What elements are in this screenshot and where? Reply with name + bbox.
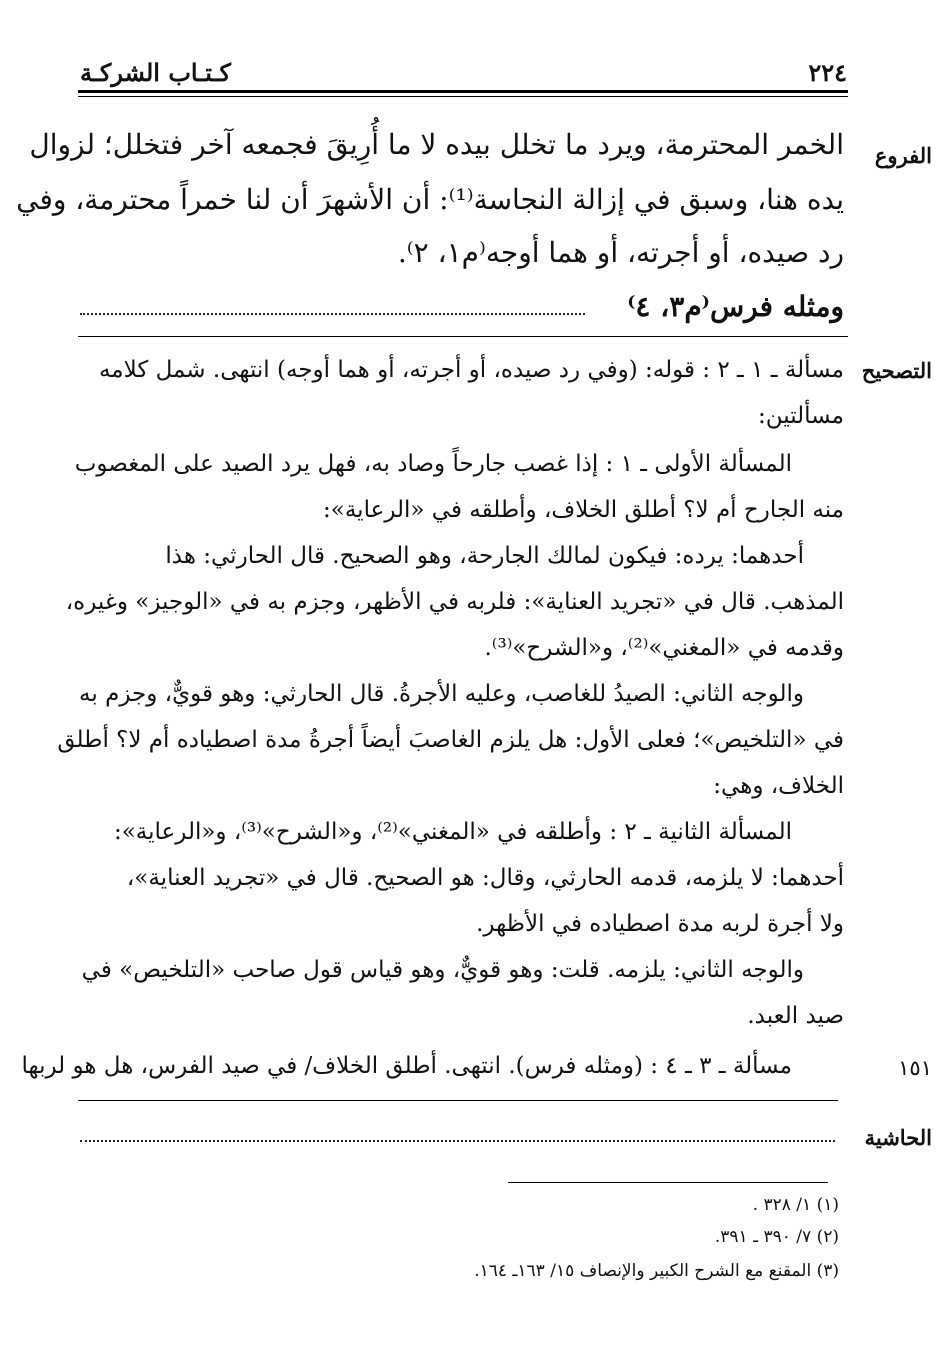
section-label-furu: الفروع — [874, 143, 932, 168]
furu-line-4: ومثله فرس⁽م٣، ٤⁾ — [627, 290, 844, 323]
tashih-line-8: والوجه الثاني: الصيدُ للغاصب، وعليه الأجرةُ. قال الحارثي: وهو قويٌّ، وجزم به — [79, 681, 804, 707]
section-label-hashiya: الحاشية — [864, 1125, 932, 1150]
header-rule-thick — [78, 90, 848, 93]
hashiya-dotted-leader — [80, 1140, 835, 1142]
footnote-2: (٢) ٧/ ٣٩٠ ـ ٣٩١. — [714, 1227, 839, 1247]
tashih-line-14: والوجه الثاني: يلزمه. قلت: وهو قويٌّ، وهو قياس قول صاحب «التلخيص» في — [81, 957, 804, 983]
tashih-line-15: صيد العبد. — [747, 1003, 844, 1029]
header-rule-thin — [78, 96, 848, 97]
furu-line-2: يده هنا، وسبق في إزالة النجاسة⁽¹⁾: أن الأشهرَ أن لنا خمراً محترمة، وفي — [16, 183, 844, 216]
tashih-line-13: ولا أجرة لربه مدة اصطياده في الأظهر. — [476, 911, 844, 937]
furu-separator — [78, 336, 848, 337]
page-number: ٢٢٤ — [808, 58, 847, 87]
tashih-line-4: منه الجارح أم لا؟ أطلق الخلاف، وأطلقه في «الرعاية»: — [323, 497, 844, 523]
tashih-line-5: أحدهما: يرده: فيكون لمالك الجارحة، وهو الصحيح. قال الحارثي: هذا — [165, 543, 804, 569]
furu-line-3: رد صيده، أو أجرته، أو هما أوجه⁽م١، ٢⁾. — [397, 236, 844, 269]
tashih-line-16: مسألة ـ ٣ ـ ٤ : (ومثله فرس). انتهى. أطلق الخلاف/ في صيد الفرس، هل هو لربها — [21, 1053, 792, 1079]
tashih-line-3: المسألة الأولى ـ ١ : إذا غصب جارحاً وصاد به، فهل يرد الصيد على المغصوب — [74, 451, 792, 477]
footnote-rule — [508, 1182, 828, 1183]
tashih-line-12: أحدهما: لا يلزمه، قدمه الحارثي، وقال: هو الصحيح. قال في «تجريد العناية»، — [126, 865, 844, 891]
footnote-3: (٣) المقنع مع الشرح الكبير والإنصاف ١٥/ ١٦٣ـ ١٦٤. — [474, 1261, 839, 1281]
furu-line-1: الخمر المحترمة، ويرد ما تخلل بيده لا ما أُرِيقَ فجمعه آخر فتخلل؛ لزوال — [29, 128, 844, 161]
tashih-line-2: مسألتين: — [758, 403, 844, 429]
furu-dotted-leader — [80, 313, 585, 315]
tashih-line-6: المذهب. قال في «تجريد العناية»: فلربه في الأظهر، وجزم به في «الوجيز» وغيره، — [65, 589, 844, 615]
book-title: كـتـاب الشركـة — [80, 58, 231, 87]
tashih-line-10: الخلاف، وهي: — [713, 773, 844, 799]
tashih-line-1: مسألة ـ ١ ـ ٢ : قوله: (وفي رد صيده، أو أجرته، أو هما أوجه) انتهى. شمل كلامه — [98, 357, 844, 383]
tashih-line-9: في «التلخيص»؛ فعلى الأول: هل يلزم الغاصبَ أيضاً أجرةُ مدة اصطياده أم لا؟ أطلق — [57, 727, 844, 753]
tashih-line-7: وقدمه في «المغني»⁽²⁾، و«الشرح»⁽³⁾. — [484, 635, 844, 661]
tashih-separator — [78, 1100, 838, 1101]
section-label-tashih: التصحيح — [861, 358, 932, 383]
margin-page-number: ١٥١ — [898, 1056, 932, 1080]
footnote-1: (١) ١/ ٣٢٨ . — [752, 1195, 839, 1215]
tashih-line-11: المسألة الثانية ـ ٢ : وأطلقه في «المغني»⁽²⁾، و«الشرح»⁽³⁾، و«الرعاية»: — [113, 819, 792, 845]
